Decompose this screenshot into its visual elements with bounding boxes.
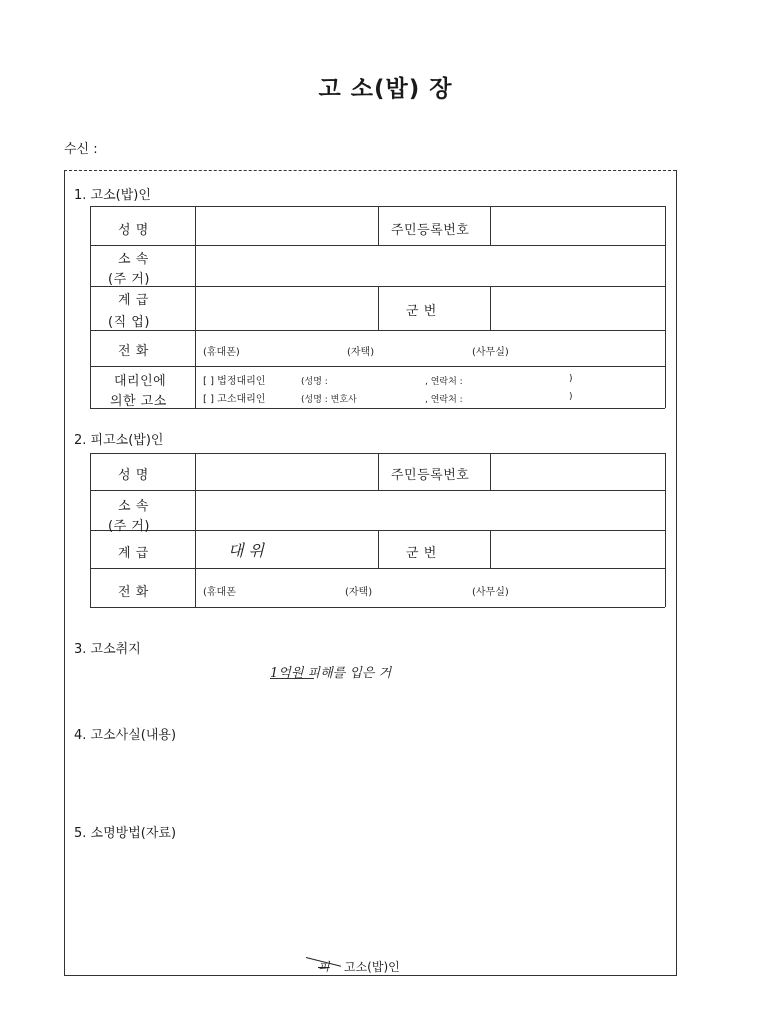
form-top-border bbox=[64, 170, 676, 171]
s2-phone-home: (자택) bbox=[345, 587, 373, 598]
s2-milno-label: 군 번 bbox=[406, 546, 437, 561]
s1-grid-line bbox=[195, 206, 196, 408]
s2-phone-mobile: (휴대폰 bbox=[203, 587, 236, 598]
s2-affil-label: 소 속 bbox=[118, 499, 149, 514]
s1-grid-line bbox=[90, 330, 665, 331]
form-left-border bbox=[64, 170, 65, 976]
s2-grid-line bbox=[665, 453, 666, 607]
form-bottom-border bbox=[64, 975, 676, 976]
s1-grid-line bbox=[490, 206, 491, 245]
s2-phone-label: 전 화 bbox=[118, 585, 149, 600]
recipient-label: 수신 : bbox=[64, 142, 98, 157]
legal-agent-close: ) bbox=[569, 374, 573, 384]
legal-agent-contact-label: , 연락처 : bbox=[425, 377, 463, 387]
s1-phone-mobile: (휴대폰) bbox=[203, 347, 240, 358]
s1-grid-line bbox=[665, 206, 666, 408]
s2-grid-line bbox=[90, 607, 665, 608]
complaint-agent-name-label: (성명 : 변호사 bbox=[301, 395, 357, 405]
legal-agent-checkbox: [ ] 법정대리인 bbox=[203, 376, 266, 387]
s2-phone-office: (사무실) bbox=[472, 587, 509, 598]
s2-grid-line bbox=[90, 568, 665, 569]
s1-affil-label: 소 속 bbox=[118, 252, 149, 267]
section-2-heading: 2. 피고소(밥)인 bbox=[74, 433, 164, 448]
s1-milno-label: 군 번 bbox=[406, 304, 437, 319]
s2-grid-line bbox=[378, 530, 379, 568]
s1-phone-office: (사무실) bbox=[472, 347, 509, 358]
document-title: 고 소(밥) 장 bbox=[318, 76, 453, 102]
s1-grid-line bbox=[378, 286, 379, 330]
s1-phone-home: (자택) bbox=[347, 347, 375, 358]
s1-agent-label-2: 의한 고소 bbox=[110, 394, 167, 409]
s1-job-label: (직 업) bbox=[108, 315, 150, 330]
s2-grid-line bbox=[490, 530, 491, 568]
s2-grid-line bbox=[90, 490, 665, 491]
s2-grid-line bbox=[90, 453, 91, 607]
s1-grid-line bbox=[90, 206, 91, 408]
s2-grid-line bbox=[490, 453, 491, 490]
legal-agent-name-label: (성명 : bbox=[301, 377, 328, 387]
section-4-heading: 4. 고소사실(내용) bbox=[74, 728, 177, 743]
complaint-purpose-handwritten: 1억원 피해를 입은 거 bbox=[270, 666, 392, 681]
complaint-agent-checkbox: [ ] 고소대리인 bbox=[203, 394, 266, 405]
s1-grid-line bbox=[378, 206, 379, 245]
s1-addr-label: (주 거) bbox=[108, 272, 150, 287]
section-3-heading: 3. 고소취지 bbox=[74, 642, 141, 657]
signature-label: 고소(밥)인 bbox=[344, 960, 400, 974]
s1-grid-line bbox=[90, 366, 665, 367]
s2-rank-value: 대 위 bbox=[228, 541, 264, 560]
handwritten-underline bbox=[270, 678, 314, 679]
s1-grid-line bbox=[490, 286, 491, 330]
s2-name-label: 성 명 bbox=[118, 468, 149, 483]
s2-addr-label: (주 거) bbox=[108, 519, 150, 534]
s1-name-label: 성 명 bbox=[118, 223, 149, 238]
s2-grid-line bbox=[195, 453, 196, 607]
s1-rank-label: 계 급 bbox=[118, 293, 149, 308]
s1-phone-label: 전 화 bbox=[118, 344, 149, 359]
s1-regno-label: 주민등록번호 bbox=[391, 223, 470, 238]
s1-grid-line bbox=[90, 408, 665, 409]
form-right-border bbox=[676, 170, 677, 976]
s2-rank-label: 계 급 bbox=[118, 546, 149, 561]
s1-grid-line bbox=[90, 245, 665, 246]
s1-agent-label-1: 대리인에 bbox=[114, 374, 167, 389]
section-1-heading: 1. 고소(밥)인 bbox=[74, 188, 151, 203]
section-5-heading: 5. 소명방법(자료) bbox=[74, 826, 177, 841]
s2-regno-label: 주민등록번호 bbox=[391, 468, 470, 483]
signature-strike-text: 피 bbox=[318, 960, 330, 974]
complaint-agent-contact-label: , 연락처 : bbox=[425, 395, 463, 405]
s2-grid-line bbox=[378, 453, 379, 490]
complaint-agent-close: ) bbox=[569, 392, 573, 402]
